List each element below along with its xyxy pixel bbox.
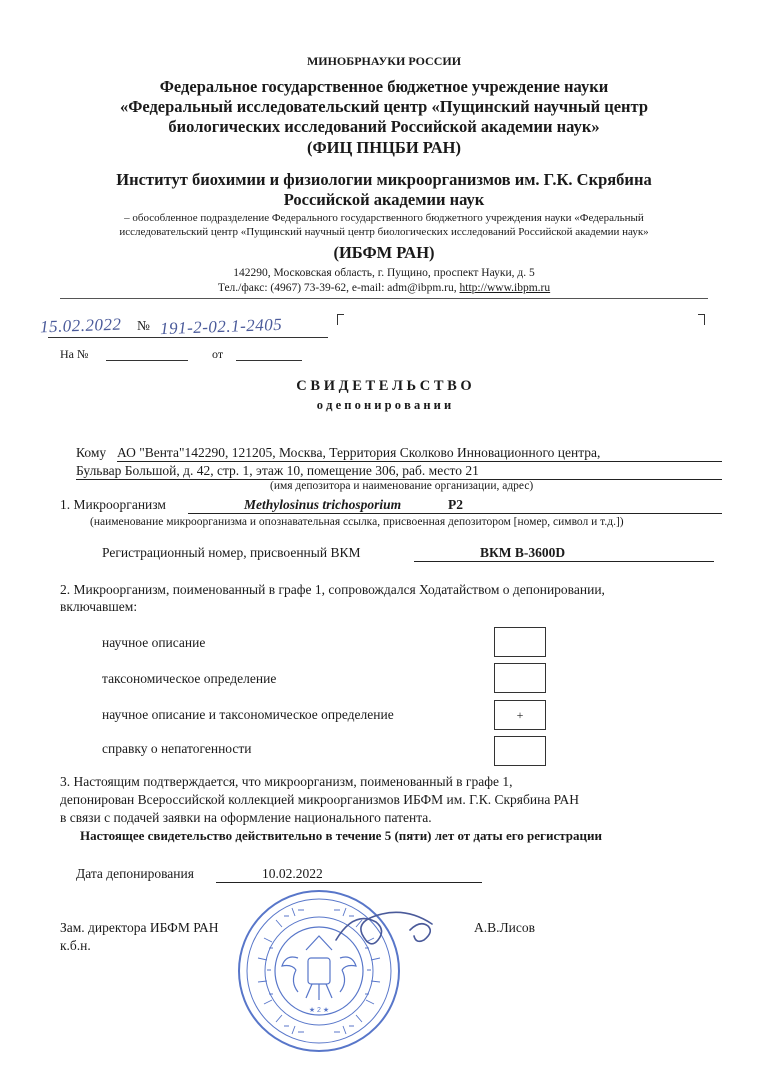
checkbox-both[interactable]: + xyxy=(494,700,546,730)
institute-line-2: Российской академии наук xyxy=(283,190,485,209)
section3-line-2: депонирован Всероссийской коллекцией микроорганизмов ИБФМ им. Г.К. Скрябина РАН xyxy=(60,792,579,807)
option-label-both: научное описание и таксономическое определение xyxy=(102,707,394,722)
org-line-3: биологических исследований Российской академии наук» xyxy=(168,117,600,136)
recipient-line-2: Бульвар Большой, д. 42, стр. 1, этаж 10, помещение 306, раб. место 21 xyxy=(76,463,722,480)
header-divider xyxy=(60,298,708,299)
ministry-name: МИНОБРНАУКИ РОССИИ xyxy=(306,54,462,68)
recipient-label: Кому xyxy=(76,445,107,460)
option-label-scientific: научное описание xyxy=(102,635,206,650)
institute-desc-line-1: – обособленное подразделение Федерального государственного бюджетного учреждения науки «Федеральный xyxy=(124,212,644,224)
ot-field xyxy=(236,360,302,361)
section2-intro-line-2: включавшем: xyxy=(60,599,138,614)
website-link[interactable]: http://www.ibpm.ru xyxy=(459,282,551,294)
institute-desc-line-2: исследовательский центр «Пущинский научный центр биологических исследований Российской академии наук» xyxy=(119,226,649,238)
recipient-caption: (имя депозитора и наименование организации, адрес) xyxy=(270,480,534,492)
signatory-degree: к.б.н. xyxy=(60,938,91,953)
institute-abbreviation: (ИБФМ РАН) xyxy=(333,243,435,262)
document-subtitle: о д е п о н и р о в а н и и xyxy=(316,398,452,412)
option-label-taxonomic: таксономическое определение xyxy=(102,671,277,686)
corner-mark-right xyxy=(698,314,705,325)
option-label-nonpathogenic: справку о непатогенности xyxy=(102,741,252,756)
institute-contacts xyxy=(0,281,768,296)
institute-address: 142290, Московская область, г. Пущино, проспект Науки, д. 5 xyxy=(233,267,535,279)
na-field xyxy=(106,360,188,361)
section3-line-1: 3. Настоящим подтверждается, что микроорганизм, поименованный в графе 1, xyxy=(60,774,513,789)
handwritten-number: 191-2-02.1-2405 xyxy=(159,314,283,339)
microorganism-field xyxy=(188,497,722,514)
handwritten-date: 15.02.2022 xyxy=(39,314,122,337)
section3-line-3: в связи с подачей заявки на оформление национального патента. xyxy=(60,810,432,825)
document-title: С В И Д Е Т Е Л Ь С Т В О xyxy=(296,378,472,394)
reference-underline xyxy=(48,337,328,338)
corner-mark-left xyxy=(337,314,344,325)
org-line-1: Федеральное государственное бюджетное учреждение науки xyxy=(159,77,609,96)
checkbox-taxonomic[interactable] xyxy=(494,663,546,693)
na-label: На № xyxy=(60,347,89,361)
registration-number: ВКМ В-3600D xyxy=(480,545,566,560)
deposit-date-value: 10.02.2022 xyxy=(262,866,323,881)
deposit-date-label: Дата депонирования xyxy=(76,866,194,881)
registration-field xyxy=(414,545,714,562)
svg-text:★ 2 ★: ★ 2 ★ xyxy=(308,1007,330,1014)
org-abbreviation: (ФИЦ ПНЦБИ РАН) xyxy=(306,138,462,157)
deposit-date-field xyxy=(216,866,482,883)
microorganism-name: Methylosinus trichosporium xyxy=(244,497,402,512)
microorganism-caption: (наименование микроорганизма и опознавательная ссылка, присвоенная депозитором [номер, символ и т.д.]) xyxy=(90,516,624,528)
section2-intro-line-1: 2. Микроорганизм, поименованный в графе 1, сопровождался Ходатайством о депонировании, xyxy=(60,582,605,597)
signature-scribble-icon xyxy=(330,900,440,960)
validity-statement: Настоящее свидетельство действительно в течение 5 (пяти) лет от даты его регистрации xyxy=(80,828,602,843)
org-line-2: «Федеральный исследовательский центр «Пущинский научный центр xyxy=(119,97,649,116)
signatory-name: А.В.Лисов xyxy=(474,920,536,935)
number-symbol: № xyxy=(137,318,150,333)
registration-label: Регистрационный номер, присвоенный ВКМ xyxy=(102,545,361,560)
contacts-text: Тел./факс: (4967) 73-39-62, e-mail: adm@ibpm.ru, xyxy=(217,282,460,294)
checkbox-scientific[interactable] xyxy=(494,627,546,657)
institute-line-1: Институт биохимии и физиологии микроорганизмов им. Г.К. Скрябина xyxy=(116,170,652,189)
recipient-line-1: АО "Вента"142290, 121205, Москва, Территория Сколково Инновационного центра, xyxy=(117,445,722,462)
checkbox-nonpathogenic[interactable] xyxy=(494,736,546,766)
ot-label: от xyxy=(212,347,224,361)
microorganism-label: 1. Микроорганизм xyxy=(60,497,166,512)
microorganism-strain: P2 xyxy=(448,497,463,512)
signatory-position: Зам. директора ИБФМ РАН xyxy=(60,920,219,935)
